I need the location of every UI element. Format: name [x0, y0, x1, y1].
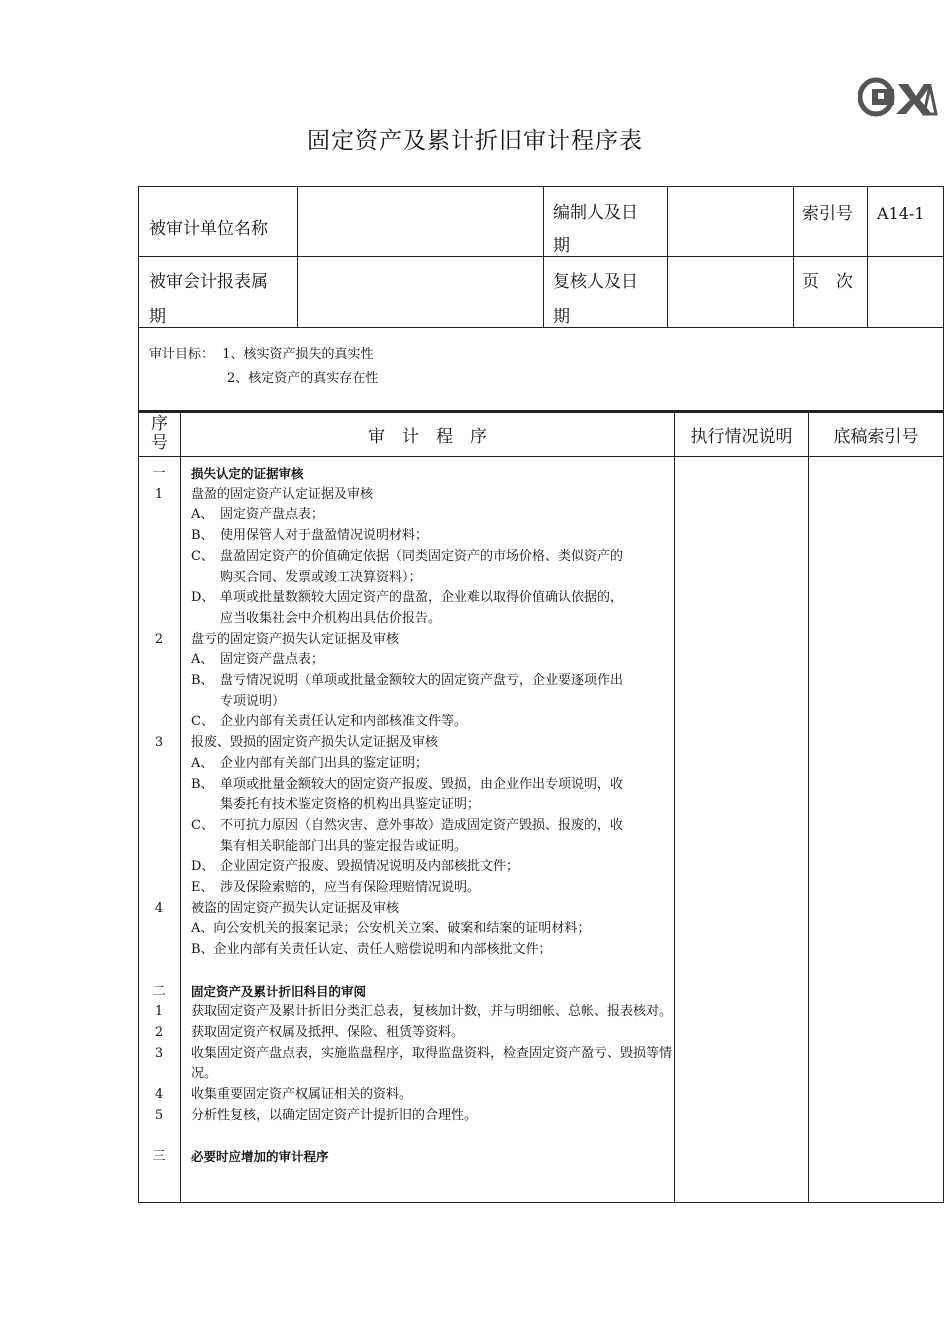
row-number [139, 940, 179, 961]
row-text: 盘亏的固定资产损失认定证据及审核 [191, 631, 400, 647]
procedure-row [139, 982, 675, 1003]
column-header-execution: 执行情况说明 [690, 426, 793, 447]
procedure-row [139, 485, 675, 506]
column-header-procedure: 审 计 程 序 [368, 426, 487, 447]
row-number [139, 816, 179, 857]
item-text: 盘亏情况说明（单项或批量金额较大的固定资产盘亏，企业要逐项作出 专项说明） [220, 673, 624, 709]
procedure-row [139, 671, 675, 712]
procedure-row [139, 1147, 675, 1168]
row-text [179, 526, 675, 547]
row-number [139, 878, 179, 899]
row-text: 固定资产及累计折旧科目的审阅 [191, 983, 367, 999]
index-label: 索引号 [802, 204, 853, 224]
item-letter: A、 [191, 507, 214, 523]
row-text: 报废、毁损的固定资产损失认定证据及审核 [191, 735, 439, 751]
item-letter: C、 [191, 817, 214, 833]
row-number: 一 [152, 466, 166, 481]
row-text [179, 754, 675, 775]
auditee-label: 被审计单位名称 [149, 219, 268, 239]
item-text: 不可抗力原因（自然灾害、意外事故）造成固定资产毁损、报废的，收 集有相关职能部门出具的鉴定报告或证明。 [220, 817, 624, 854]
period-label: 被审会计报表属 期 [149, 272, 268, 327]
procedure-row [139, 547, 675, 588]
row-text [179, 671, 675, 712]
row-number: 4 [154, 1087, 164, 1103]
row-number [139, 588, 179, 629]
procedure-row [139, 630, 675, 651]
row-text: 获取固定资产及累计折旧分类汇总表，复核加计数，并与明细帐、总帐、报表核对。 [191, 1004, 673, 1020]
procedure-row [139, 505, 675, 526]
item-text: 盘盈固定资产的价值确定依据（同类固定资产的市场价格、类似资产的 购买合同、发票或竣工决算资料）； [220, 548, 624, 585]
row-spacer [139, 961, 675, 982]
row-text: 分析性复核，以确定固定资产计提折旧的合理性。 [191, 1107, 478, 1123]
procedure-row [139, 1023, 675, 1044]
item-text: 企业内部有关责任认定和内部核准文件等。 [220, 714, 468, 730]
row-text: 损失认定的证据审核 [191, 466, 304, 481]
row-text [179, 878, 675, 899]
row-number: 二 [152, 983, 166, 999]
row-spacer [139, 1126, 675, 1147]
row-text: B、企业内部有关责任认定、责任人赔偿说明和内部核批文件； [191, 942, 552, 958]
item-letter: B、 [191, 528, 214, 544]
procedure-row [139, 588, 675, 629]
row-number [139, 505, 179, 526]
row-number [139, 671, 179, 712]
row-text [179, 588, 675, 629]
procedure-row [139, 816, 675, 857]
row-number [139, 754, 179, 775]
row-number: 3 [154, 735, 164, 751]
row-text [179, 547, 675, 588]
page-title: 固定资产及累计折旧审计程序表 [307, 128, 643, 154]
row-number: 3 [154, 1045, 164, 1061]
row-number: 4 [154, 900, 164, 916]
row-number [139, 919, 179, 940]
procedure-row [139, 754, 675, 775]
row-text: A、向公安机关的报案记录；公安机关立案、破案和结案的证明材料； [191, 921, 591, 937]
row-text [179, 650, 675, 671]
item-text: 固定资产盘点表； [220, 507, 325, 523]
audit-objectives [149, 343, 378, 391]
procedure-row [139, 899, 675, 920]
row-number [139, 712, 179, 733]
row-number [139, 547, 179, 588]
objective-item: 1、核实资产损失的真实性 [222, 347, 374, 362]
procedure-row [139, 526, 675, 547]
preparer-label: 编制人及日 期 [553, 203, 638, 256]
row-number [139, 775, 179, 816]
procedure-row [139, 1085, 675, 1106]
row-text [179, 857, 675, 878]
item-text: 单项或批量金额较大的固定资产报废、毁损，由企业作出专项说明，收 集委托有技术鉴定资格的机构出具鉴定证明； [220, 776, 624, 813]
objectives-label: 审计目标： [149, 347, 215, 362]
row-text: 收集固定资产盘点表，实施监盘程序，取得监盘资料，检查固定资产盈亏、毁损等情况。 [191, 1045, 673, 1082]
procedure-row [139, 919, 675, 940]
row-number [139, 650, 179, 671]
procedure-row [139, 650, 675, 671]
procedure-row [139, 712, 675, 733]
row-text: 必要时应增加的审计程序 [191, 1149, 329, 1165]
row-text [179, 775, 675, 816]
row-number: 1 [154, 486, 164, 502]
row-number: 2 [154, 1024, 164, 1040]
row-text: 获取固定资产权属及抵押、保险、租赁等资料。 [191, 1024, 465, 1040]
procedure-row [139, 940, 675, 961]
item-letter: A、 [191, 652, 214, 668]
header-table [138, 186, 944, 411]
item-text: 单项或批量数额较大固定资产的盘盈，企业难以取得价值确认依据的， 应当收集社会中介机构出具估价报告。 [220, 590, 624, 626]
item-text: 企业固定资产报废、毁损情况说明及内部核批文件； [220, 859, 520, 875]
reviewer-label: 复核人及日 期 [553, 272, 638, 327]
row-text: 收集重要固定资产权属证相关的资料。 [191, 1087, 413, 1103]
procedure-row [139, 775, 675, 816]
page-label: 页 次 [802, 272, 853, 292]
item-letter: C、 [191, 548, 214, 564]
procedure-table [138, 411, 944, 1203]
procedure-rows [139, 464, 675, 1168]
procedure-row [139, 1106, 675, 1127]
index-value: A14-1 [877, 204, 925, 223]
item-letter: A、 [191, 755, 214, 771]
row-number: 2 [154, 631, 164, 647]
item-letter: B、 [191, 673, 214, 689]
row-text: 盘盈的固定资产认定证据及审核 [191, 486, 374, 502]
row-text [179, 505, 675, 526]
procedure-row [139, 1044, 675, 1085]
procedure-row [139, 733, 675, 754]
objective-item: 2、核定资产的真实存在性 [227, 371, 379, 386]
item-text: 企业内部有关部门出具的鉴定证明； [220, 755, 429, 771]
row-text: 被盗的固定资产损失认定证据及审核 [191, 900, 400, 916]
item-letter: D、 [191, 590, 215, 606]
procedure-row [139, 878, 675, 899]
row-number: 5 [154, 1107, 164, 1123]
row-number [139, 526, 179, 547]
row-number: 1 [154, 1004, 164, 1020]
procedure-row [139, 464, 675, 485]
item-letter: D、 [191, 859, 215, 875]
column-header-seq: 序 号 [151, 414, 168, 453]
column-header-index: 底稿索引号 [833, 426, 919, 447]
item-letter: E、 [191, 880, 214, 896]
row-text [179, 712, 675, 733]
cpa-logo [858, 76, 938, 118]
row-number: 三 [152, 1149, 166, 1165]
item-text: 涉及保险索赔的，应当有保险理赔情况说明。 [220, 880, 481, 896]
row-text [179, 816, 675, 857]
procedure-row [139, 1002, 675, 1023]
procedure-row [139, 857, 675, 878]
item-letter: B、 [191, 776, 214, 792]
item-text: 固定资产盘点表； [220, 652, 325, 668]
row-number [139, 857, 179, 878]
item-text: 使用保管人对于盘盈情况说明材料； [220, 528, 429, 544]
item-letter: C、 [191, 714, 214, 730]
